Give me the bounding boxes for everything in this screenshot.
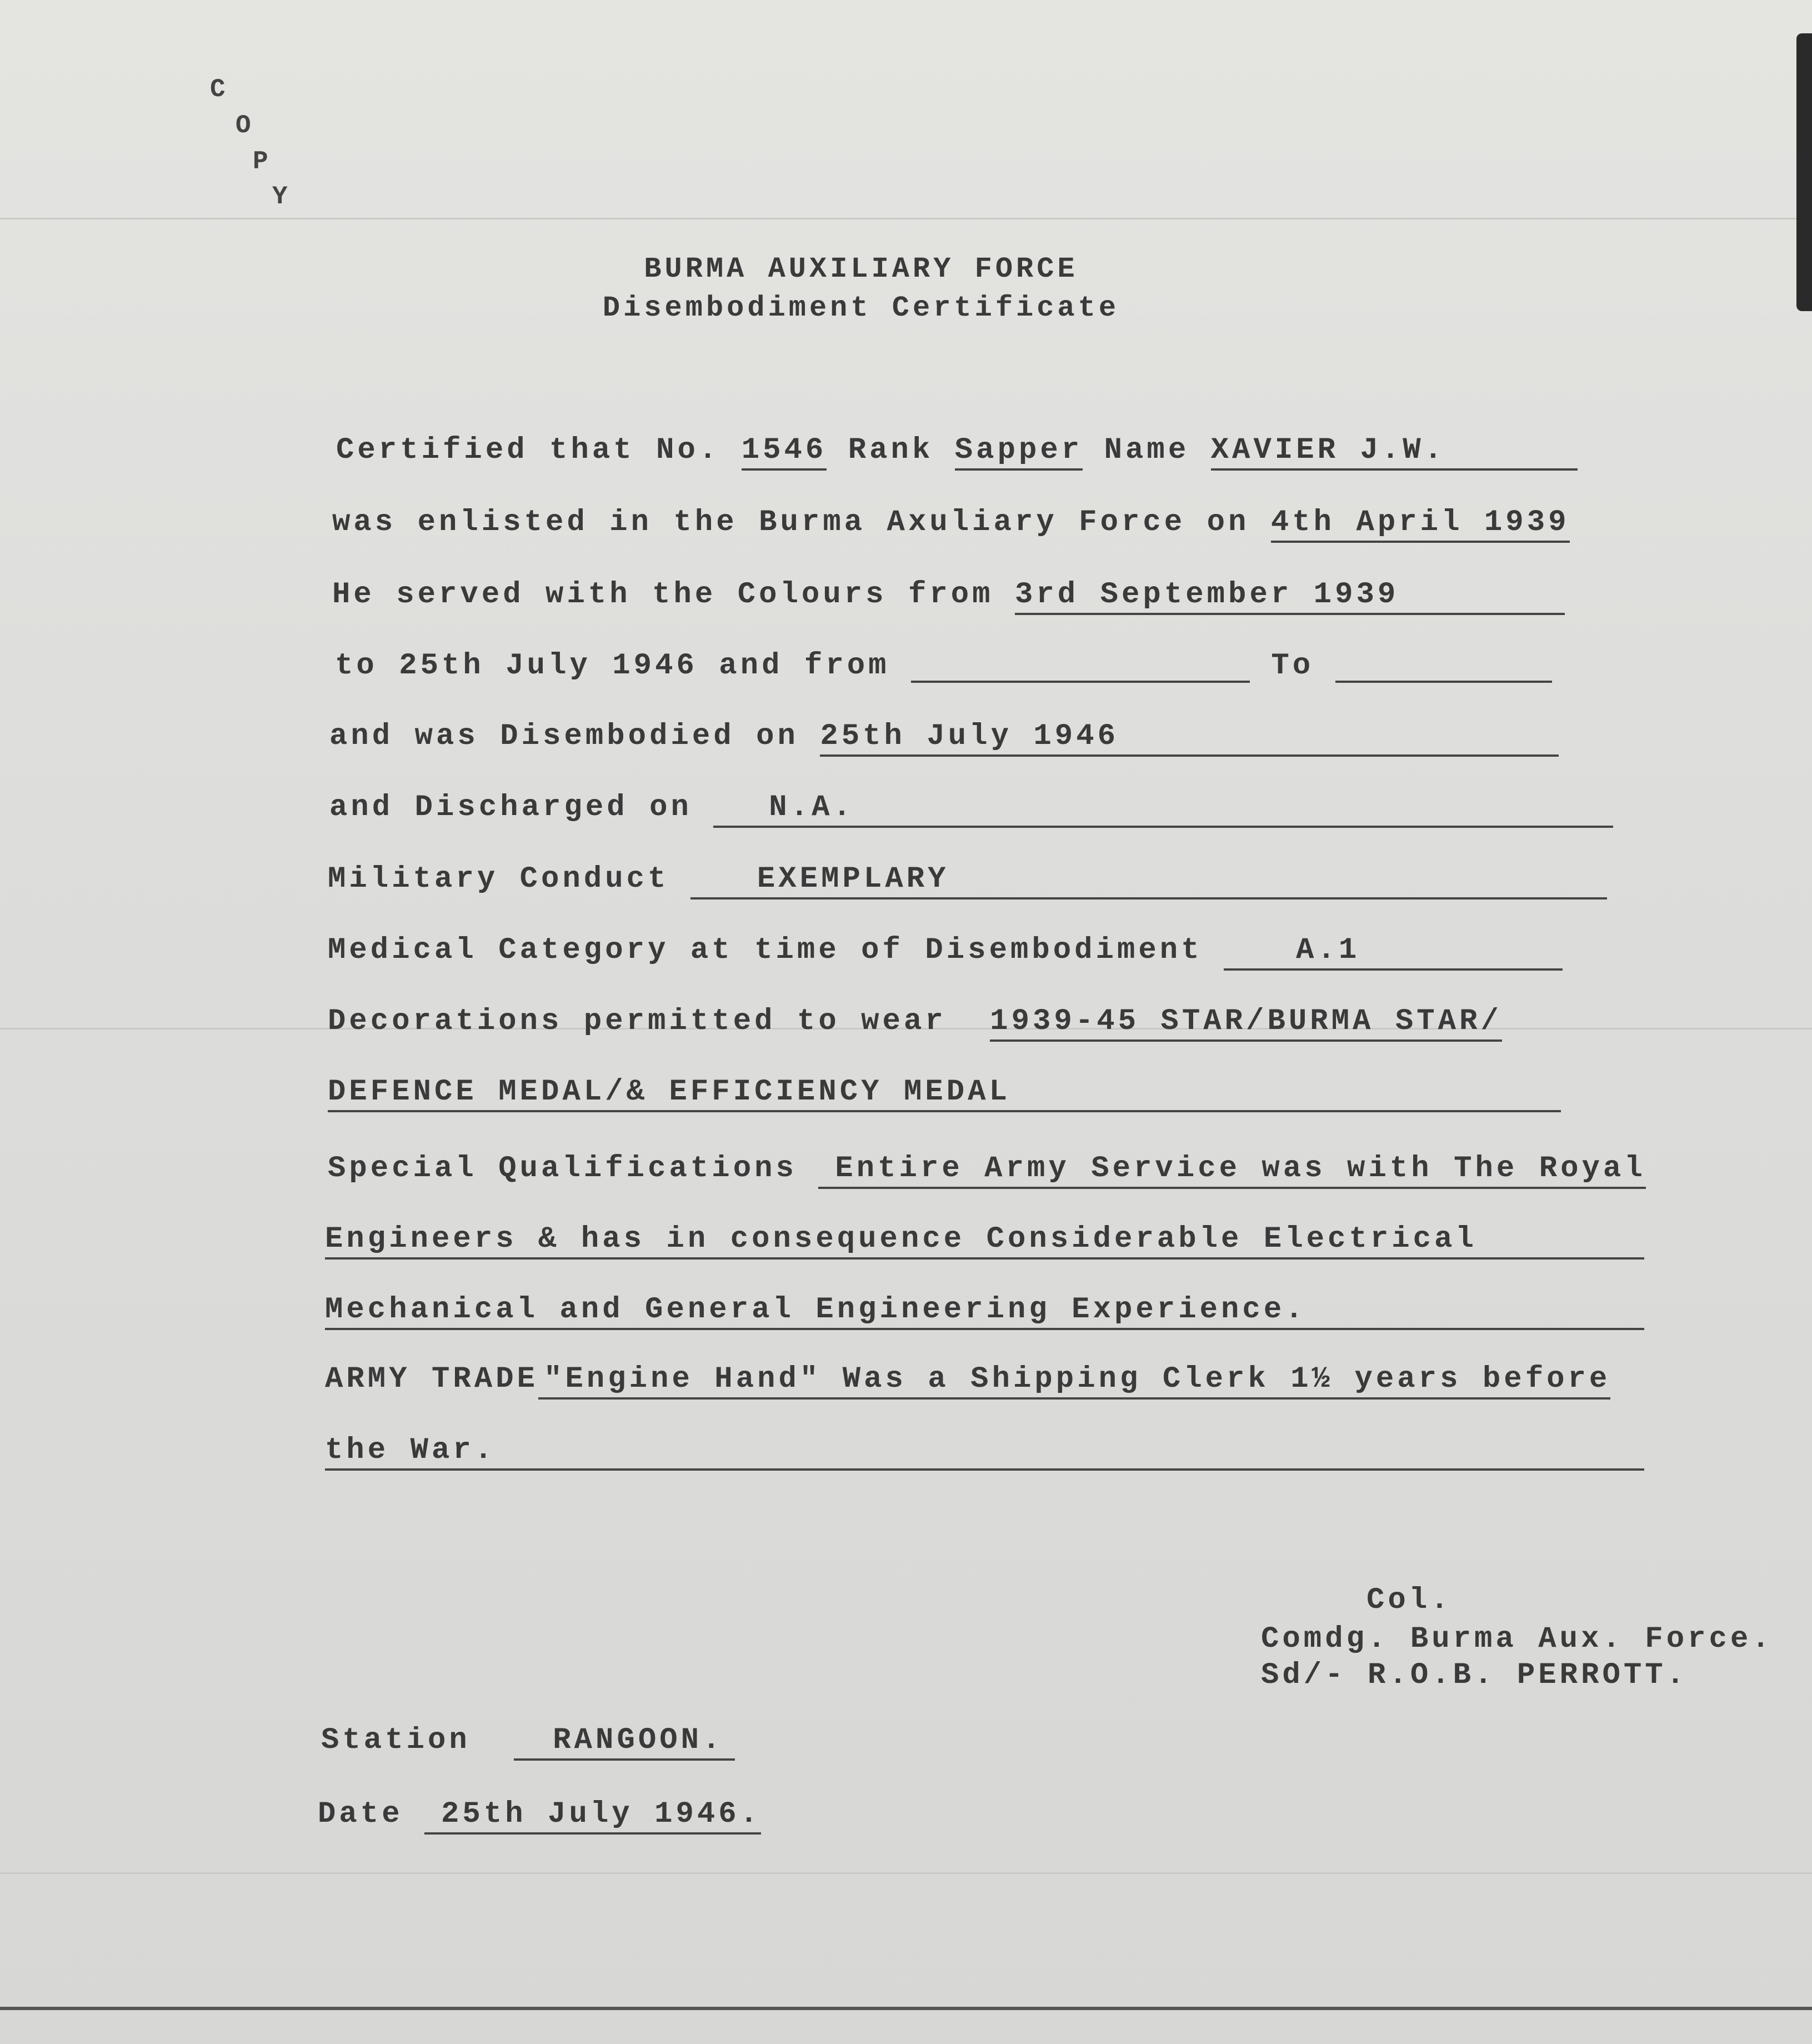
cert-line-7 <box>328 862 1607 899</box>
field-date: 25th July 1946. <box>424 1797 761 1835</box>
field-name: XAVIER J.W. <box>1211 433 1578 471</box>
label-date: Date <box>318 1797 403 1831</box>
label-rank: Rank <box>848 433 934 467</box>
document-subtitle: Disembodiment Certificate <box>602 292 1120 324</box>
signatory-rank: Col. <box>1366 1583 1452 1617</box>
cert-line-6 <box>329 791 1613 828</box>
date-line <box>318 1797 761 1835</box>
field-qualifications-1: Entire Army Service was with The Royal <box>818 1152 1645 1189</box>
field-disembodied-date: 25th July 1946 <box>820 719 1559 757</box>
cert-line-9 <box>328 1004 1502 1042</box>
cert-line-12 <box>325 1222 1644 1260</box>
field-station: RANGOON. <box>514 1723 734 1761</box>
label-decorations: Decorations permitted to wear <box>328 1004 947 1038</box>
label-discharged: and Discharged on <box>329 791 692 824</box>
field-number: 1546 <box>742 433 827 471</box>
field-served-from: 3rd September 1939 <box>1015 578 1565 615</box>
field-medical-category: A.1 <box>1224 933 1563 971</box>
signatory-office: Comdg. Burma Aux. Force. <box>1261 1622 1773 1656</box>
copy-mark-letter: C <box>210 75 226 104</box>
paper-fold <box>0 1872 1812 1874</box>
label-served-to: to 25th July 1946 and from <box>335 649 890 683</box>
label-medical-category: Medical Category at time of Disembodiment <box>328 933 1203 967</box>
field-qualifications-3: Mechanical and General Engineering Experience. <box>325 1293 1644 1330</box>
field-army-trade: "Engine Hand" Was a Shipping Clerk 1½ years before <box>538 1362 1610 1400</box>
cert-line-8 <box>328 933 1563 971</box>
label-army-trade: ARMY TRADE <box>325 1362 539 1396</box>
cert-line-2 <box>332 506 1570 543</box>
field-second-period-from <box>911 653 1250 683</box>
paper-fold <box>0 218 1812 219</box>
document-title: BURMA AUXILIARY FORCE <box>644 253 1078 286</box>
field-conduct: EXEMPLARY <box>690 862 1607 899</box>
field-decorations-2: DEFENCE MEDAL/& EFFICIENCY MEDAL <box>328 1075 1561 1112</box>
field-discharged: N.A. <box>713 791 1613 828</box>
field-second-period-to <box>1335 653 1552 683</box>
label-conduct: Military Conduct <box>328 862 669 896</box>
cert-line-14 <box>325 1362 1610 1400</box>
field-qualifications-2: Engineers & has in consequence Considerable Electrical <box>325 1222 1644 1260</box>
station-line <box>321 1723 735 1761</box>
field-rank: Sapper <box>955 433 1083 471</box>
copy-mark-letter: O <box>236 111 251 140</box>
label-served-from: He served with the Colours from <box>332 578 994 612</box>
page-edge <box>1796 33 1812 311</box>
label-to: To <box>1271 649 1314 683</box>
page-bottom-edge <box>0 2007 1812 2010</box>
field-army-trade-2: the War. <box>325 1433 1644 1471</box>
signatory-name: Sd/- R.O.B. PERROTT. <box>1261 1658 1688 1692</box>
label-disembodied: and was Disembodied on <box>329 719 799 753</box>
field-decorations-1: 1939-45 STAR/BURMA STAR/ <box>990 1004 1502 1042</box>
label-enlisted: was enlisted in the Burma Axuliary Force on <box>332 506 1250 539</box>
cert-line-13 <box>325 1293 1644 1330</box>
cert-line-1 <box>336 433 1578 471</box>
copy-mark-letter: Y <box>272 182 288 211</box>
label-name: Name <box>1104 433 1190 467</box>
field-enlisted-date: 4th April 1939 <box>1271 506 1570 543</box>
cert-line-4 <box>335 649 1552 683</box>
cert-line-10 <box>328 1075 1561 1112</box>
label-number: Certified that No. <box>336 433 720 467</box>
cert-line-5 <box>329 719 1559 757</box>
cert-line-15 <box>325 1433 1644 1471</box>
label-station: Station <box>321 1723 470 1757</box>
label-special-qualifications: Special Qualifications <box>328 1152 797 1186</box>
copy-mark-letter: P <box>253 147 268 176</box>
cert-line-3 <box>332 578 1565 615</box>
cert-line-11 <box>328 1152 1646 1189</box>
